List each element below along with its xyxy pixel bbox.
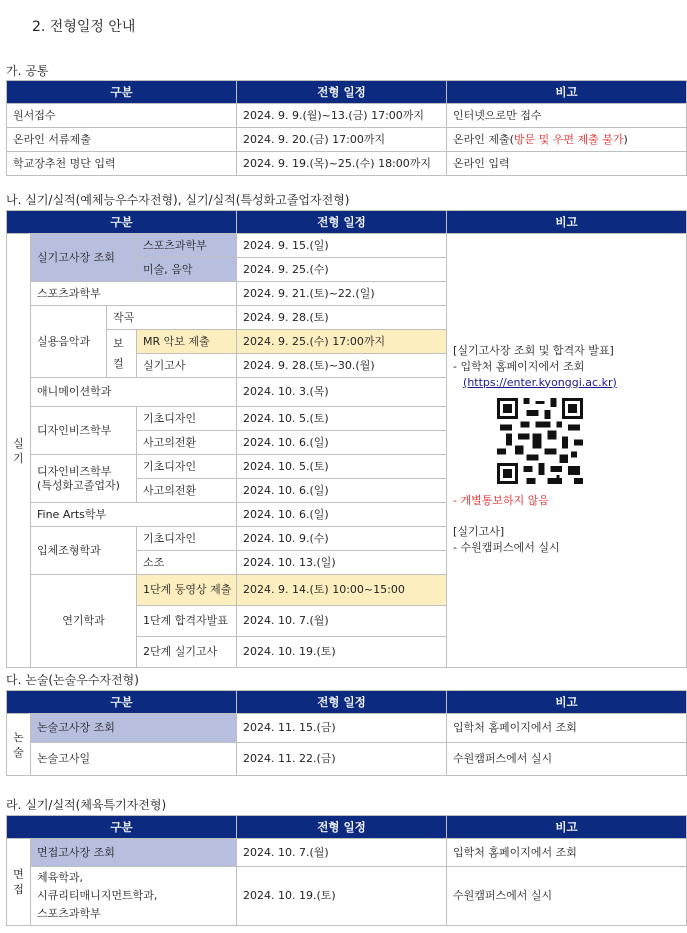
section-a-title: 가. 공통 (6, 64, 49, 78)
section-c-table (6, 690, 687, 776)
side-label: 논 술 (7, 714, 31, 776)
row-label: 디자인비즈학부 (특성화고졸업자) (31, 455, 137, 503)
row-sublabel: 1단계 합격자발표 (137, 606, 237, 637)
section-d-title: 라. 실기/실적(체육특기자전형) (6, 798, 167, 812)
row-sublabel: 2단계 실기고사 (137, 637, 237, 668)
row-schedule: 2024. 11. 22.(금) (237, 743, 447, 776)
header-note: 비고 (447, 211, 687, 234)
note-title: [실기고사] (453, 525, 505, 539)
side-label: 면 접 (7, 839, 31, 926)
row-schedule: 2024. 9. 28.(토)~30.(월) (237, 354, 447, 378)
header-category: 구분 (7, 816, 237, 839)
header-note: 비고 (447, 816, 687, 839)
row-note: 온라인 입력 (447, 152, 687, 176)
header-schedule: 전형 일정 (237, 211, 447, 234)
row-schedule: 2024. 11. 15.(금) (237, 714, 447, 743)
row-note: 입학처 홈페이지에서 조회 (447, 839, 687, 867)
header-note: 비고 (447, 81, 687, 104)
row-schedule: 2024. 10. 6.(일) (237, 479, 447, 503)
section-c-title: 다. 논술(논술우수자전형) (6, 673, 139, 687)
note-line: - 수원캠퍼스에서 실시 (453, 541, 560, 554)
row-schedule: 2024. 9. 25.(수) 17:00까지 (237, 330, 447, 354)
row-schedule: 2024. 10. 5.(토) (237, 407, 447, 431)
row-sublabel: 기초디자인 (137, 527, 237, 551)
row-schedule: 2024. 9. 25.(수) (237, 258, 447, 282)
row-label: 실용음악과 (31, 306, 107, 378)
header-note: 비고 (447, 691, 687, 714)
note-text: 온라인 제출( (453, 132, 514, 146)
exam-site-label: 실기고사장 조회 (31, 234, 137, 282)
row-schedule: 2024. 9. 19.(목)~25.(수) 18:00까지 (237, 152, 447, 176)
row-schedule: 2024. 10. 7.(월) (237, 606, 447, 637)
row-schedule: 2024. 9. 15.(일) (237, 234, 447, 258)
row-label: Fine Arts학부 (31, 503, 237, 527)
section-b-title: 나. 실기/실적(예체능우수자전형), 실기/실적(특성화고졸업자전형) (6, 193, 350, 207)
row-schedule: 2024. 9. 21.(토)~22.(일) (237, 282, 447, 306)
row-schedule: 2024. 10. 6.(일) (237, 503, 447, 527)
row-label: 논술고사일 (31, 743, 237, 776)
row-sublabel: 사고의전환 (137, 431, 237, 455)
note-warning: 방문 및 우편 제출 불가 (513, 132, 624, 146)
note-text: ) (623, 132, 628, 146)
row-schedule: 2024. 10. 7.(월) (237, 839, 447, 867)
row-label: 학교장추천 명단 입력 (7, 152, 237, 176)
section-a-table (6, 80, 687, 176)
row-schedule: 2024. 10. 3.(목) (237, 378, 447, 407)
row-label: 체육학과, 시큐리티매니지먼트학과, 스포츠과학부 (31, 867, 237, 926)
row-sublabel: 사고의전환 (137, 479, 237, 503)
row-label: 스포츠과학부 (31, 282, 237, 306)
note-cell (447, 234, 687, 668)
row-sublabel: 작곡 (107, 306, 237, 330)
row-sublabel: 기초디자인 (137, 407, 237, 431)
section-b-table (6, 210, 687, 668)
row-note: 입학처 홈페이지에서 조회 (447, 714, 687, 743)
qr-code-icon[interactable] (497, 398, 583, 484)
header-schedule: 전형 일정 (237, 691, 447, 714)
row-label: 디자인비즈학부 (31, 407, 137, 455)
row-note: 인터넷으로만 접수 (447, 104, 687, 128)
music-art-label: 미술, 음악 (137, 258, 237, 282)
header-category: 구분 (7, 211, 237, 234)
row-schedule: 2024. 10. 5.(토) (237, 455, 447, 479)
row-label: 애니메이션학과 (31, 378, 237, 407)
row-note (447, 128, 687, 152)
row-label: 입체조형학과 (31, 527, 137, 575)
header-category: 구분 (7, 691, 237, 714)
row-schedule: 2024. 10. 6.(일) (237, 431, 447, 455)
table-row (7, 104, 687, 128)
row-sublabel: 실기고사 (137, 354, 237, 378)
row-schedule: 2024. 10. 19.(토) (237, 637, 447, 668)
row-schedule: 2024. 9. 9.(월)~13.(금) 17:00까지 (237, 104, 447, 128)
homepage-link[interactable]: (https://enter.kyonggi.ac.kr) (463, 375, 617, 389)
note-title: [실기고사장 조회 및 합격자 발표] (453, 344, 614, 358)
row-schedule: 2024. 9. 14.(토) 10:00~15:00 (237, 575, 447, 606)
row-label: 면접고사장 조회 (31, 839, 237, 867)
sports-label: 스포츠과학부 (137, 234, 237, 258)
row-note: 수원캠퍼스에서 실시 (447, 867, 687, 926)
row-schedule: 2024. 9. 20.(금) 17:00까지 (237, 128, 447, 152)
row-sublabel: 소조 (137, 551, 237, 575)
row-schedule: 2024. 10. 13.(일) (237, 551, 447, 575)
header-schedule: 전형 일정 (237, 81, 447, 104)
row-label: 온라인 서류제출 (7, 128, 237, 152)
row-sublabel: 1단계 동영상 제출 (137, 575, 237, 606)
row-sublabel: 기초디자인 (137, 455, 237, 479)
header-schedule: 전형 일정 (237, 816, 447, 839)
section-d-table (6, 815, 687, 926)
row-label: 연기학과 (31, 575, 137, 668)
page-title: 2. 전형일정 안내 (32, 19, 136, 35)
row-sublabel: MR 악보 제출 (137, 330, 237, 354)
table-row (7, 152, 687, 176)
header-category: 구분 (7, 81, 237, 104)
row-note: 수원캠퍼스에서 실시 (447, 743, 687, 776)
note-line: - 입학처 홈페이지에서 조회 (453, 360, 585, 373)
row-schedule: 2024. 10. 9.(수) (237, 527, 447, 551)
side-label: 실 기 (7, 234, 31, 668)
row-label: 원서접수 (7, 104, 237, 128)
vocal-label: 보 컬 (107, 330, 137, 378)
row-label: 논술고사장 조회 (31, 714, 237, 743)
table-row (7, 128, 687, 152)
row-schedule: 2024. 9. 28.(토) (237, 306, 447, 330)
row-schedule: 2024. 10. 19.(토) (237, 867, 447, 926)
note-warning: - 개별통보하지 않음 (453, 493, 550, 507)
